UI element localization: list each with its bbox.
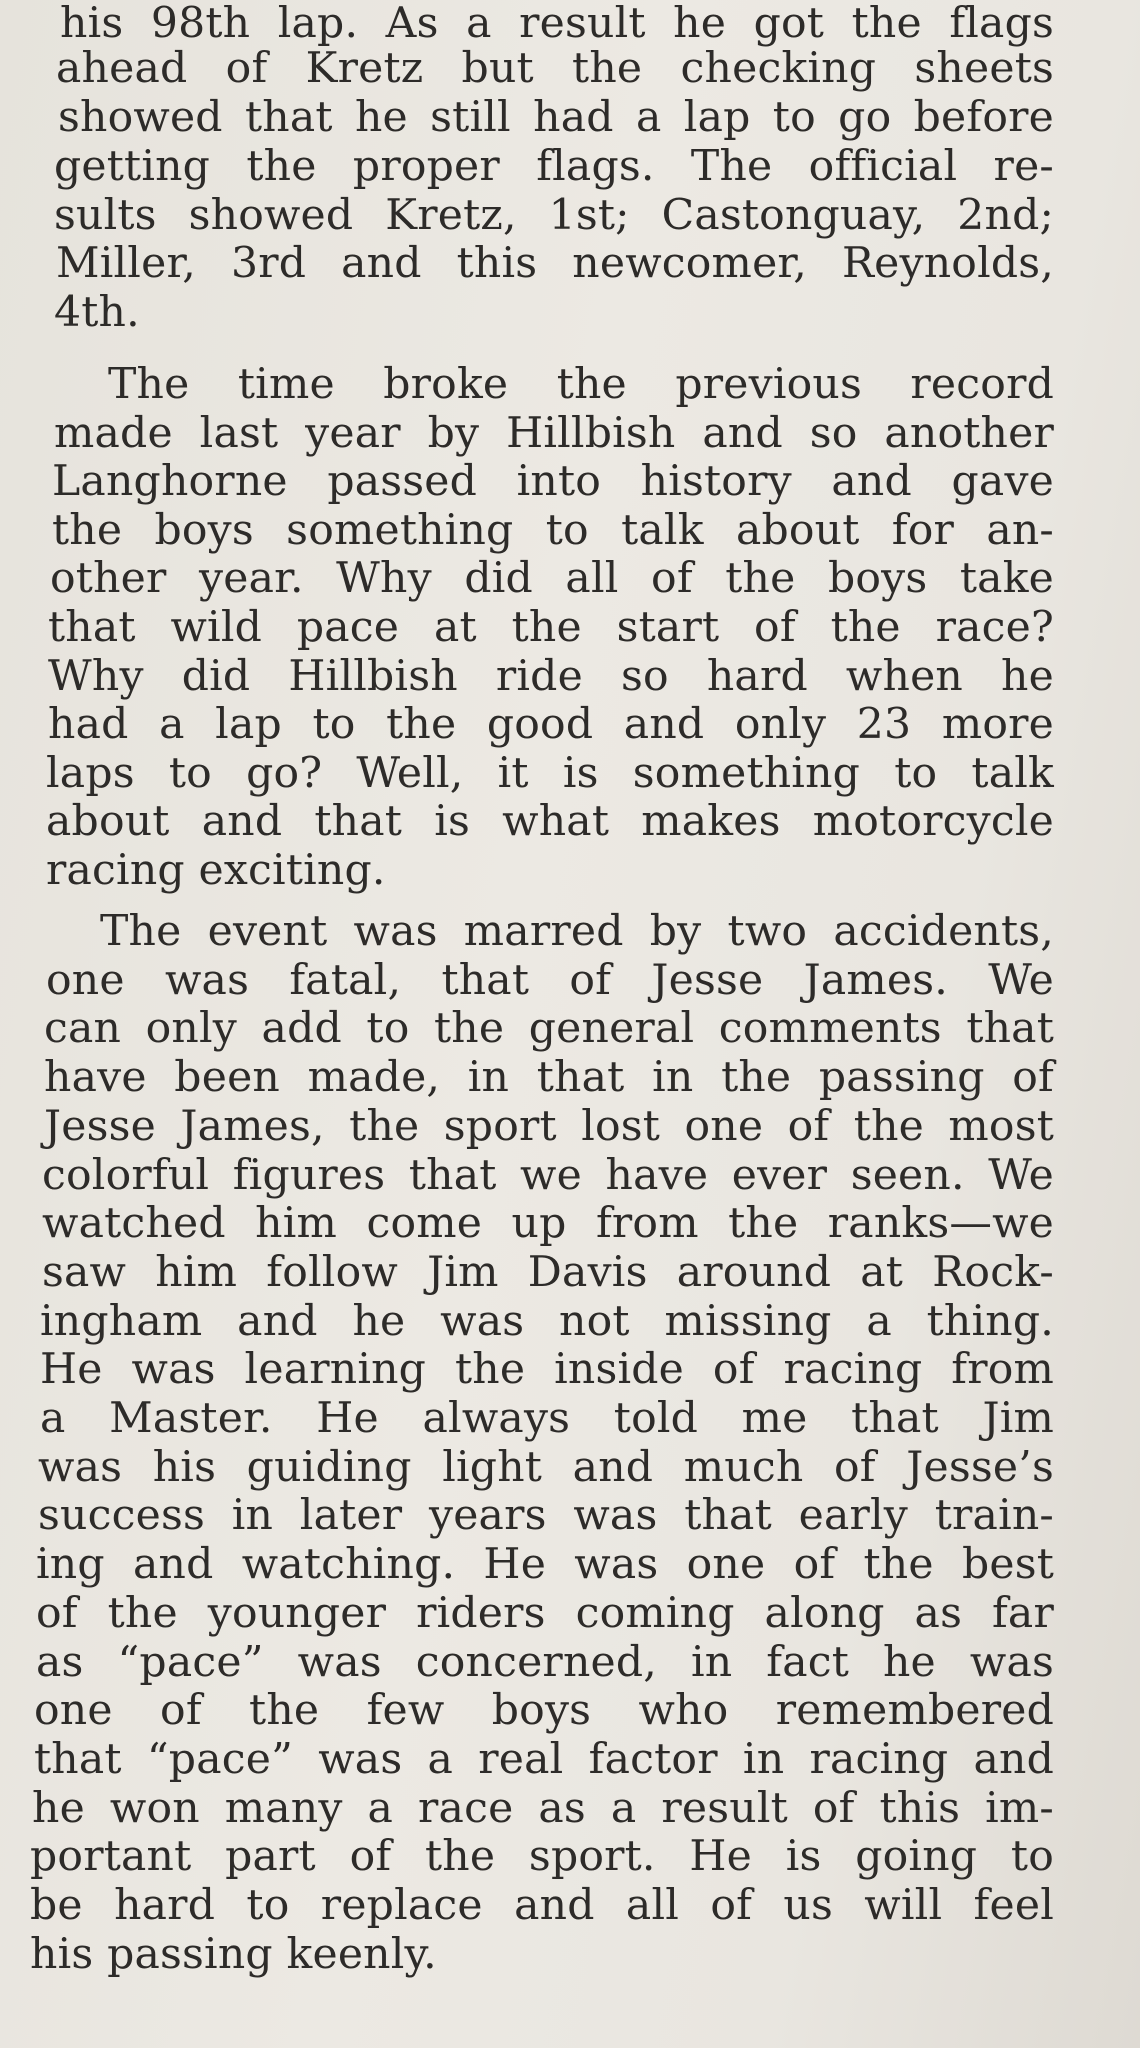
text-line: saw him follow Jim Davis around at Rock- [42, 1247, 1054, 1297]
text-line: Langhorne passed into history and gave [52, 457, 1054, 507]
text-line: showed that he still had a lap to go before [58, 93, 1054, 142]
text-line: ahead of Kretz but the checking sheets [56, 44, 1054, 93]
text-line: laps to go? Well, it is something to talk [46, 748, 1054, 798]
text-line: as “pace” was concerned, in fact he was [36, 1637, 1054, 1687]
text-line: a Master. He always told me that Jim [40, 1394, 1054, 1443]
text-line: success in later years was that early train- [38, 1491, 1054, 1541]
text-line: his passing keenly. [30, 1929, 437, 1979]
text-line: was his guiding light and much of Jesse’s [38, 1442, 1054, 1492]
text-line: one was fatal, that of Jesse James. We [46, 955, 1054, 1005]
text-line: made last year by Hillbish and so another [54, 408, 1054, 458]
text-line: had a lap to the good and only 23 more [48, 700, 1054, 750]
text-line: Jesse James, the sport lost one of the most [44, 1101, 1054, 1151]
text-line: The time broke the previous record [108, 360, 1054, 409]
text-line: watched him come up from the ranks—we [42, 1199, 1054, 1249]
text-line: ingham and he was not missing a thing. [40, 1296, 1054, 1346]
text-line: colorful figures that we have ever seen. We [42, 1150, 1054, 1200]
text-line: be hard to replace and all of us will feel [30, 1881, 1054, 1930]
text-line: he won many a race as a result of this im- [32, 1783, 1054, 1833]
text-line: the boys something to talk about for an- [52, 505, 1054, 555]
text-line: Why did Hillbish ride so hard when he [48, 651, 1054, 701]
text-line: racing exciting. [46, 846, 386, 895]
text-line: of the younger riders coming along as far [36, 1588, 1054, 1638]
text-line: other year. Why did all of the boys take [50, 554, 1054, 604]
text-line: sults showed Kretz, 1st; Castonguay, 2nd; [54, 191, 1054, 240]
text-line: Miller, 3rd and this newcomer, Reynolds, [56, 239, 1054, 288]
text-line: can only add to the general comments that [44, 1004, 1054, 1054]
text-line: 4th. [54, 288, 140, 337]
text-line: The event was marred by two accidents, [100, 907, 1054, 956]
text-line: that “pace” was a real factor in racing and [34, 1734, 1054, 1784]
text-line: getting the proper flags. The official re- [54, 142, 1054, 191]
text-line: He was learning the inside of racing from [40, 1345, 1054, 1395]
text-line: portant part of the sport. He is going to [30, 1832, 1054, 1882]
text-line: his 98th lap. As a result he got the flags [60, 0, 1054, 48]
text-line: one of the few boys who remembered [34, 1686, 1054, 1736]
text-line: about and that is what makes motorcycle [46, 797, 1054, 847]
text-line: that wild pace at the start of the race? [48, 603, 1054, 652]
text-line: ing and watching. He was one of the best [36, 1540, 1054, 1590]
text-line: have been made, in that in the passing of [44, 1053, 1054, 1103]
